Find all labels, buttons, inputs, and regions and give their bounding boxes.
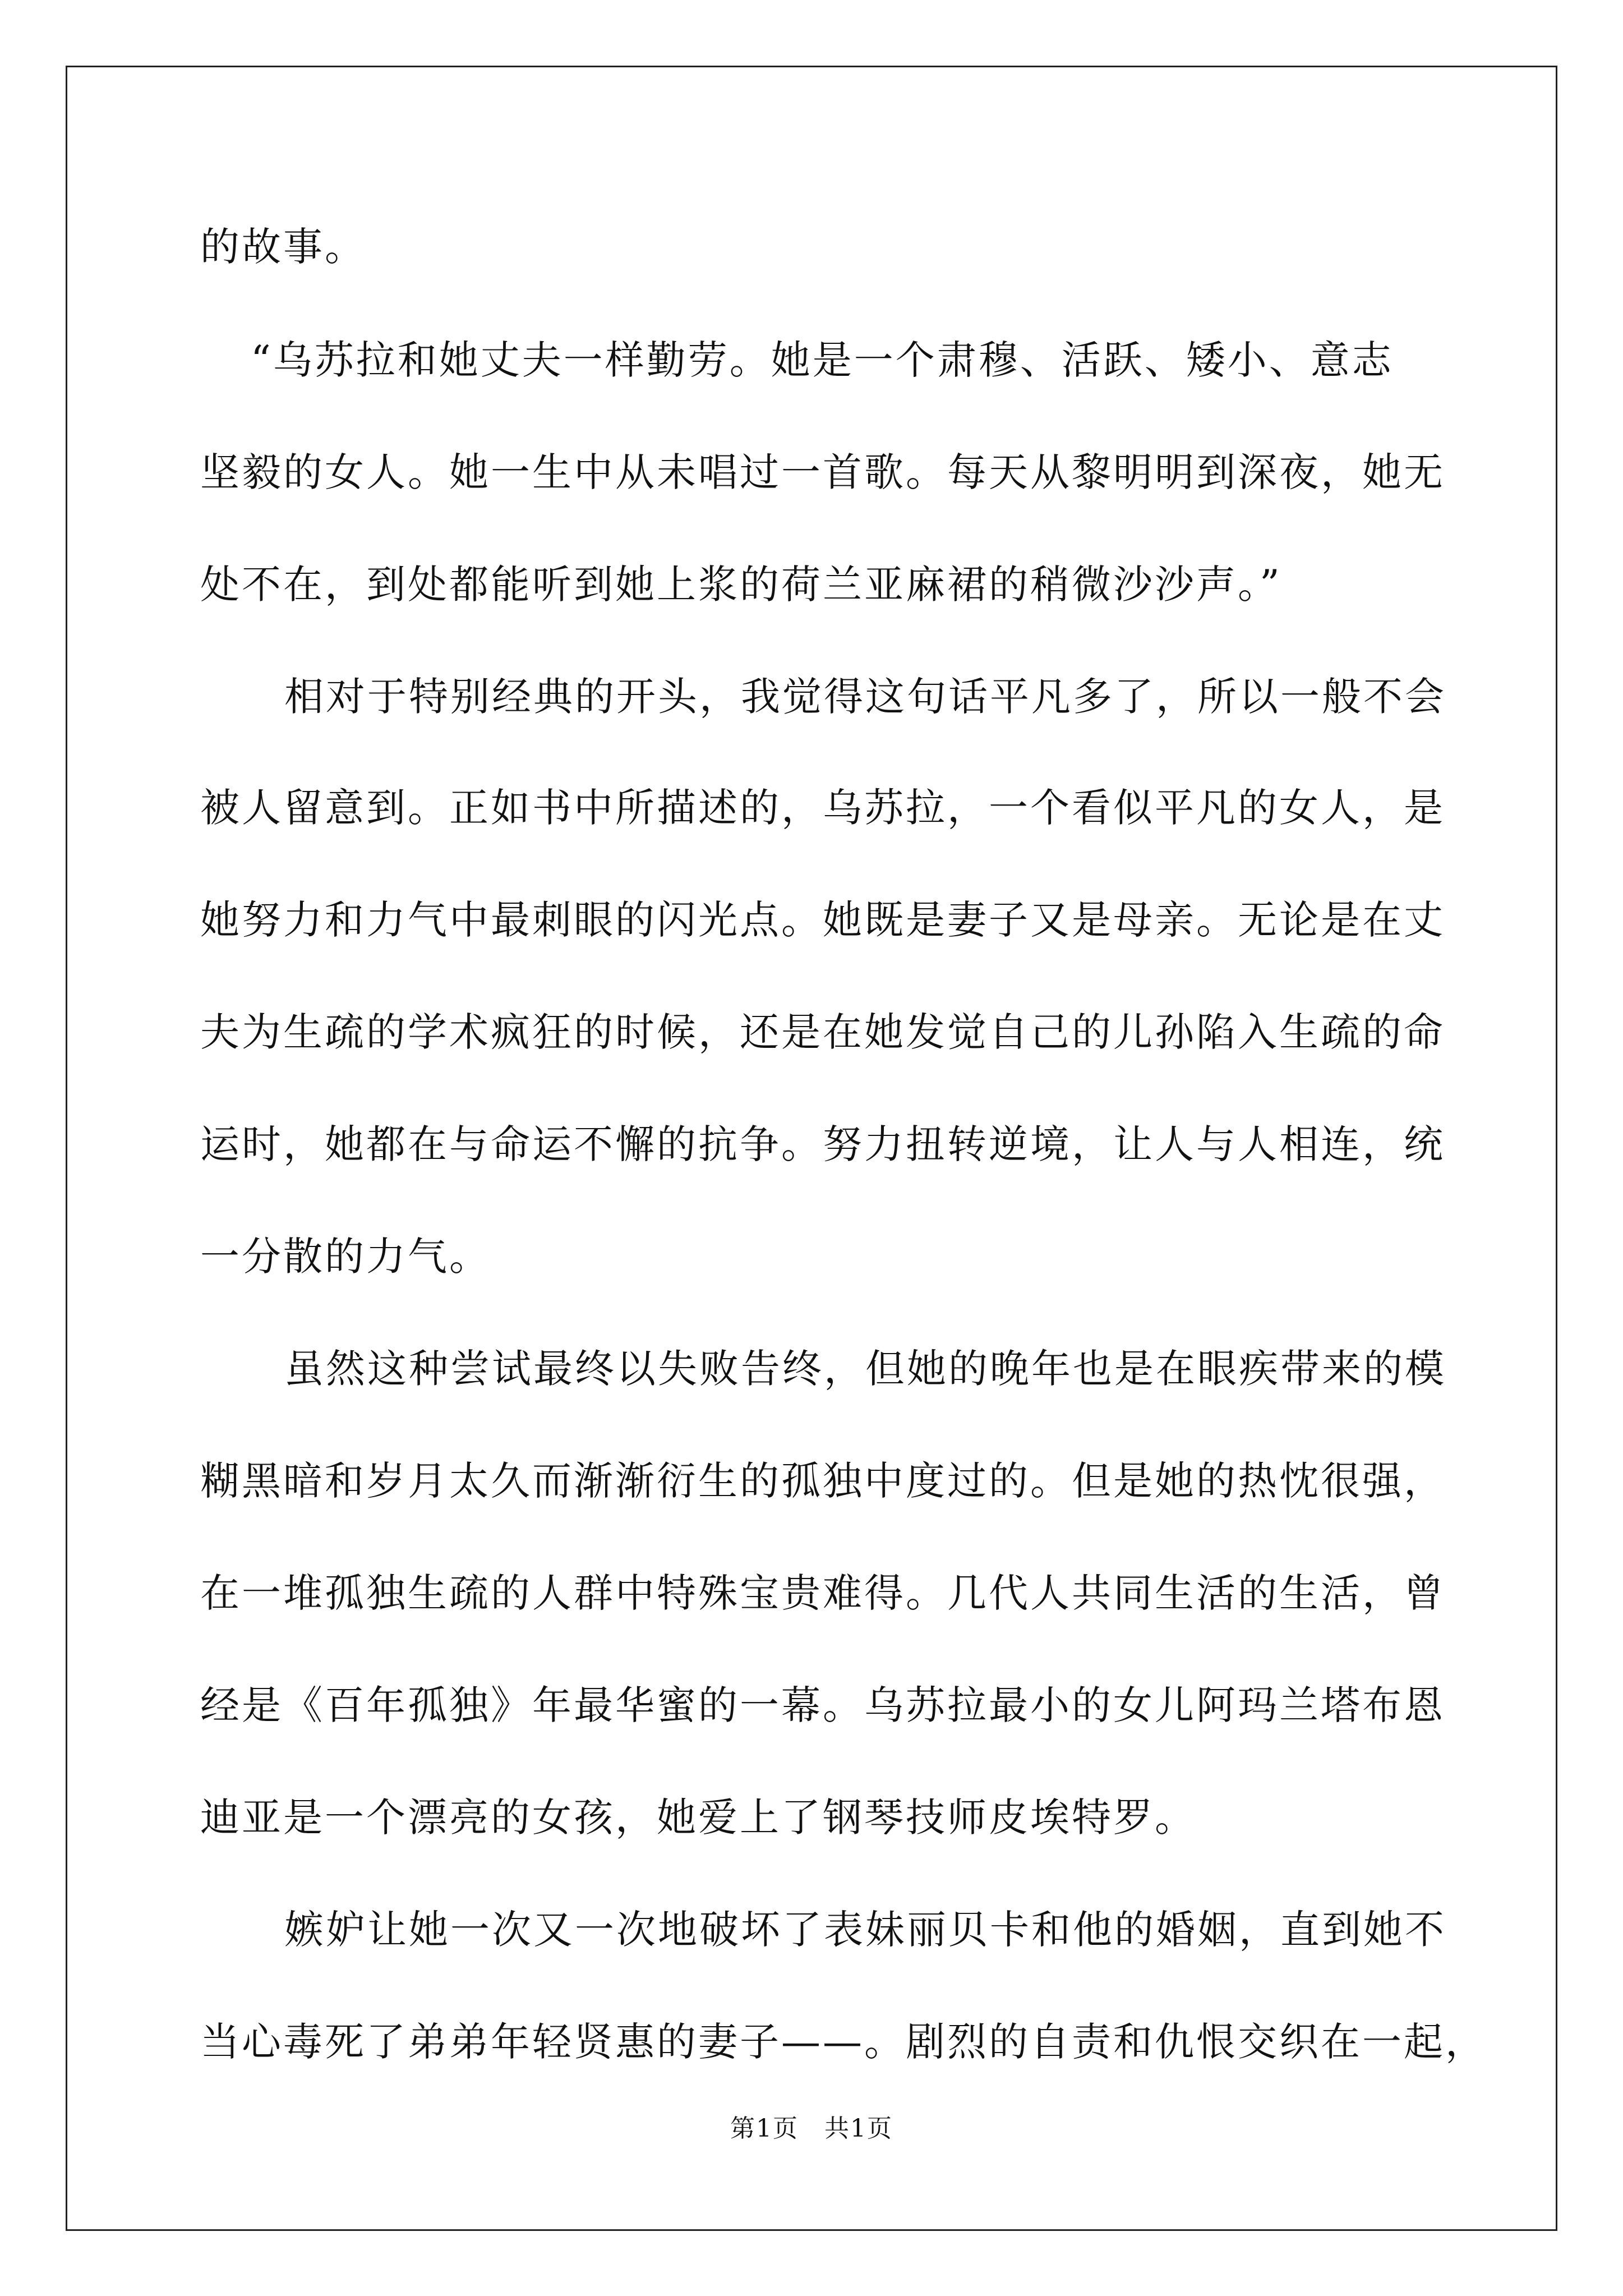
text-line: 一分散的力气。 [200,1234,491,1280]
text-line: 当心毒死了弟弟年轻贤惠的妻子——。剧烈的自责和仇恨交织在一起， [200,2019,1487,2065]
text-line: 处不在，到处都能听到她上浆的荷兰亚麻裙的稍微沙沙声。” [200,562,1282,608]
text-line: 糊黑暗和岁月太久而渐渐衍生的孤独中度过的。但是她的热忱很强， [200,1458,1445,1504]
text-line: 坚毅的女人。她一生中从未唱过一首歌。每天从黎明明到深夜，她无 [200,449,1445,495]
text-line: 经是《百年孤独》年最华蜜的一幕。乌苏拉最小的女儿阿玛兰塔布恩 [200,1682,1445,1728]
text-line: 她努力和力气中最刺眼的闪光点。她既是妻子又是母亲。无论是在丈 [200,897,1445,943]
text-line: 虽然这种尝试最终以失败告终，但她的晚年也是在眼疾带来的模 [284,1346,1446,1392]
text-line: 的故事。 [200,224,366,270]
text-line: 被人留意到。正如书中所描述的，乌苏拉，一个看似平凡的女人，是 [200,785,1445,831]
text-line: 在一堆孤独生疏的人群中特殊宝贵难得。几代人共同生活的生活，曾 [200,1570,1445,1616]
text-line: 相对于特别经典的开头，我觉得这句话平凡多了，所以一般不会 [284,674,1446,720]
text-line: 运时，她都在与命运不懈的抗争。努力扭转逆境，让人与人相连，统 [200,1121,1445,1167]
text-line: 迪亚是一个漂亮的女孩，她爱上了钢琴技师皮埃特罗。 [200,1795,1196,1841]
page-number-footer: 第1页 共1页 [730,2114,893,2143]
text-line: 嫉妒让她一次又一次地破坏了表妹丽贝卡和他的婚姻，直到她不 [284,1907,1446,1953]
text-line: “乌苏拉和她丈夫一样勤劳。她是一个肃穆、活跃、矮小、意志 [251,337,1394,383]
text-line: 夫为生疏的学术疯狂的时候，还是在她发觉自己的儿孙陷入生疏的命 [200,1009,1445,1055]
